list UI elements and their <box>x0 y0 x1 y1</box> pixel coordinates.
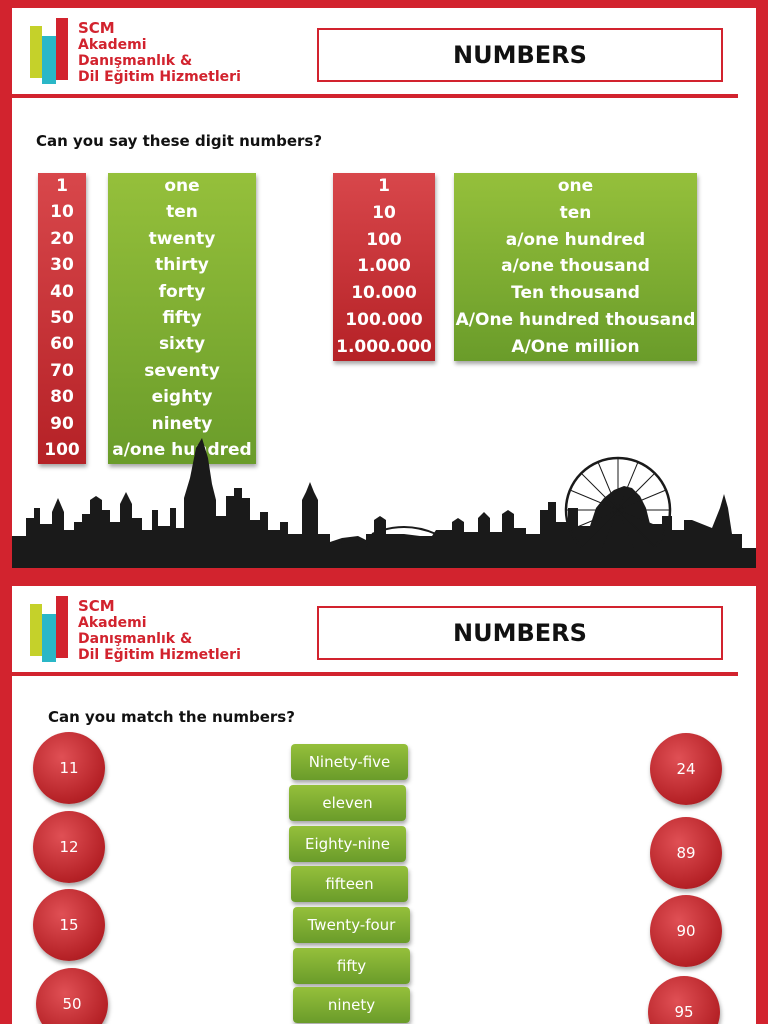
digit-cell: 90 <box>50 413 74 434</box>
logo-text-dil-egitim: Dil Eğitim Hizmetleri <box>78 69 241 85</box>
logo-red-bar <box>56 596 68 658</box>
big-digits-column <box>333 173 435 361</box>
slide-digit-numbers <box>12 8 756 568</box>
number-word-card[interactable]: fifteen <box>291 866 408 902</box>
logo-text-danismanlik: Danışmanlık & <box>78 53 193 69</box>
logo-lime-bar <box>30 26 42 78</box>
digit-cell: 100 <box>366 229 402 250</box>
logo-text-akademi: Akademi <box>78 37 147 53</box>
word-cell: ninety <box>151 413 213 434</box>
digit-cell: 70 <box>50 360 74 381</box>
digit-cell: 1 <box>56 175 68 196</box>
scm-logo <box>30 18 290 88</box>
logo-text-danismanlik: Danışmanlık & <box>78 631 193 647</box>
word-cell: a/one hundred <box>505 229 646 250</box>
digit-cell: 50 <box>50 307 74 328</box>
digit-cell: 30 <box>50 255 74 276</box>
digit-cell: 100 <box>44 440 80 461</box>
word-cell: seventy <box>144 360 220 381</box>
slide-title: NUMBERS <box>317 28 723 82</box>
logo-red-bar <box>56 18 68 80</box>
logo-text-akademi: Akademi <box>78 615 147 631</box>
number-circle-left[interactable]: 50 <box>36 968 108 1024</box>
header-divider <box>12 672 738 676</box>
digit-cell: 10 <box>372 202 396 223</box>
tens-words-column <box>108 173 256 464</box>
big-words-column <box>454 173 697 361</box>
number-word-card[interactable]: eleven <box>289 785 406 821</box>
digit-cell: 10 <box>50 202 74 223</box>
word-cell: one <box>557 175 594 196</box>
word-cell: a/one thousand <box>501 256 650 277</box>
number-circle-left[interactable]: 15 <box>33 889 105 961</box>
logo-teal-bar <box>42 36 56 84</box>
word-cell: one <box>164 175 200 196</box>
digit-cell: 1.000.000 <box>336 336 432 357</box>
question-text: Can you match the numbers? <box>48 708 295 726</box>
word-cell: A/One million <box>511 336 640 357</box>
number-circle-left[interactable]: 12 <box>33 811 105 883</box>
word-cell: thirty <box>155 255 209 276</box>
logo-lime-bar <box>30 604 42 656</box>
logo-teal-bar <box>42 614 56 662</box>
logo-text-dil-egitim: Dil Eğitim Hizmetleri <box>78 647 241 663</box>
question-text: Can you say these digit numbers? <box>36 132 323 150</box>
digit-cell: 1.000 <box>357 256 411 277</box>
digit-cell: 80 <box>50 387 74 408</box>
number-circle-right[interactable]: 89 <box>650 817 722 889</box>
header-divider <box>12 94 738 98</box>
digit-cell: 10.000 <box>351 283 417 304</box>
logo-text-scm: SCM <box>78 19 115 37</box>
word-cell: ten <box>559 202 592 223</box>
logo-text-scm: SCM <box>78 597 115 615</box>
tens-digits-column <box>38 173 86 464</box>
word-cell: A/One hundred thousand <box>455 310 696 331</box>
number-word-card[interactable]: ninety <box>293 987 410 1023</box>
digit-cell: 20 <box>50 228 74 249</box>
word-cell: fifty <box>162 307 202 328</box>
word-cell: twenty <box>148 228 216 249</box>
slide-match-numbers <box>12 586 756 1024</box>
word-cell: ten <box>166 202 198 223</box>
digit-cell: 100.000 <box>345 310 423 331</box>
scm-logo <box>30 596 290 666</box>
digit-cell: 60 <box>50 334 74 355</box>
number-circle-right[interactable]: 90 <box>650 895 722 967</box>
number-word-card[interactable]: Ninety-five <box>291 744 408 780</box>
number-word-card[interactable]: fifty <box>293 948 410 984</box>
number-circle-left[interactable]: 11 <box>33 732 105 804</box>
slide-title: NUMBERS <box>317 606 723 660</box>
word-cell: Ten thousand <box>511 283 640 304</box>
word-cell: a/one hundred <box>112 440 252 461</box>
word-cell: eighty <box>151 387 213 408</box>
digit-cell: 40 <box>50 281 74 302</box>
digit-cell: 1 <box>378 175 390 196</box>
london-skyline-image <box>12 438 756 568</box>
word-cell: forty <box>158 281 206 302</box>
number-circle-right[interactable]: 95 <box>648 976 720 1024</box>
word-cell: sixty <box>158 334 206 355</box>
number-word-card[interactable]: Eighty-nine <box>289 826 406 862</box>
number-word-card[interactable]: Twenty-four <box>293 907 410 943</box>
number-circle-right[interactable]: 24 <box>650 733 722 805</box>
